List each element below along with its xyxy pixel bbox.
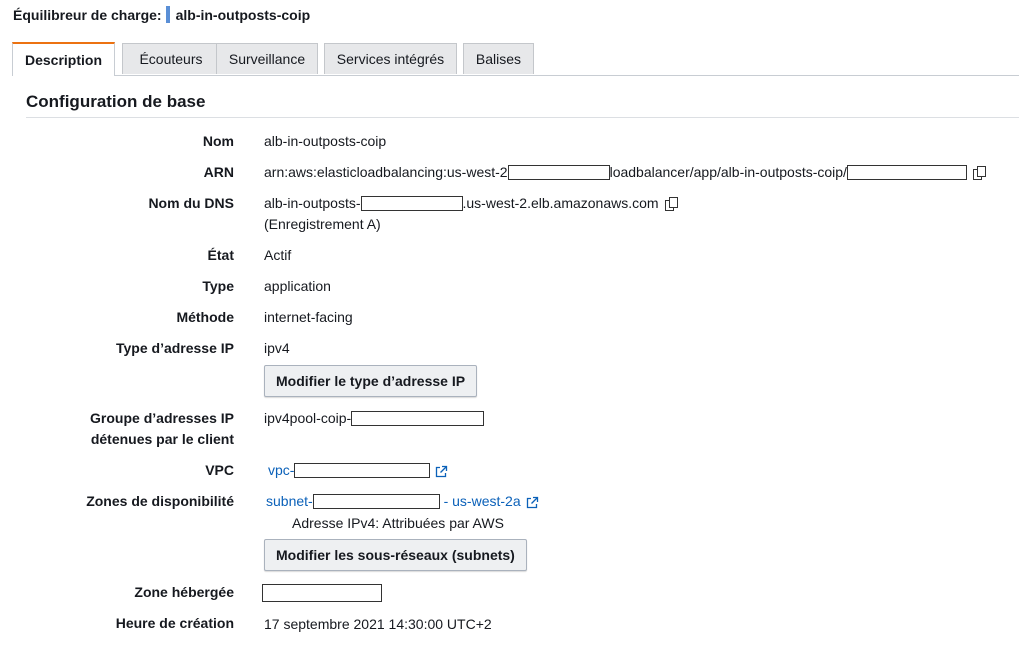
redacted-account-id bbox=[508, 165, 610, 180]
label-coip-line2: détenues par le client bbox=[90, 431, 234, 447]
header-label: Équilibreur de charge: bbox=[13, 6, 162, 23]
label-created: Heure de création bbox=[115, 615, 234, 631]
label-dns: Nom du DNS bbox=[148, 195, 234, 211]
dns-prefix: alb-in-outposts- bbox=[264, 195, 361, 211]
value-created: 17 septembre 2021 14:30:00 UTC+2 bbox=[264, 616, 492, 632]
redacted-coip-id bbox=[351, 411, 484, 426]
value-dns bbox=[264, 193, 680, 214]
label-methode: Méthode bbox=[176, 309, 234, 325]
label-ip-type: Type d’adresse IP bbox=[115, 340, 234, 356]
copy-icon[interactable] bbox=[664, 196, 680, 212]
external-link-icon[interactable] bbox=[525, 495, 539, 509]
tab-ecouteurs[interactable]: Écouteurs bbox=[122, 43, 220, 74]
tab-services-integres[interactable]: Services intégrés bbox=[324, 43, 457, 74]
label-vpc: VPC bbox=[205, 462, 234, 478]
load-balancer-name: alb-in-outposts-coip bbox=[175, 6, 311, 23]
redacted-subnet-id bbox=[313, 494, 440, 509]
value-ip-type: ipv4 bbox=[264, 340, 290, 356]
coip-prefix: ipv4pool-coip- bbox=[264, 410, 352, 426]
value-vpc bbox=[268, 460, 448, 481]
redacted-lb-id bbox=[847, 165, 967, 180]
section-divider bbox=[26, 117, 1019, 118]
label-arn: ARN bbox=[203, 164, 234, 180]
subnet-link[interactable]: subnet- bbox=[266, 493, 313, 509]
tab-bar bbox=[12, 42, 1019, 76]
redacted-vpc-id bbox=[294, 463, 430, 478]
label-coip-line1: Groupe d’adresses IP bbox=[90, 410, 234, 426]
label-zones: Zones de disponibilité bbox=[86, 493, 234, 509]
subnet-zone[interactable]: - us-west-2a bbox=[439, 493, 521, 509]
redacted-hosted-zone bbox=[262, 584, 382, 602]
arn-middle: loadbalancer/app/alb-in-outposts-coip/ bbox=[609, 164, 847, 180]
section-title: Configuration de base bbox=[26, 92, 206, 111]
tab-description[interactable]: Description bbox=[12, 42, 115, 76]
dns-suffix: .us-west-2.elb.amazonaws.com bbox=[462, 195, 659, 211]
ipv4-assignment-note: Adresse IPv4: Attribuées par AWS bbox=[292, 515, 504, 531]
page-header bbox=[13, 6, 310, 23]
header-marker bbox=[166, 6, 170, 23]
value-type: application bbox=[264, 278, 331, 294]
value-hosted-zone bbox=[262, 584, 382, 602]
tab-balises[interactable]: Balises bbox=[463, 43, 534, 74]
value-zones bbox=[266, 491, 539, 512]
value-coip bbox=[264, 408, 484, 429]
modify-subnets-button[interactable]: Modifier les sous-réseaux (subnets) bbox=[264, 539, 527, 571]
external-link-icon[interactable] bbox=[434, 464, 448, 478]
label-hosted-zone: Zone hébergée bbox=[134, 584, 234, 600]
copy-icon[interactable] bbox=[972, 165, 988, 181]
label-type: Type bbox=[202, 278, 234, 294]
value-arn bbox=[264, 162, 988, 183]
tab-surveillance[interactable]: Surveillance bbox=[216, 43, 318, 74]
vpc-link[interactable]: vpc- bbox=[268, 462, 295, 478]
label-nom: Nom bbox=[202, 133, 234, 149]
value-methode: internet-facing bbox=[264, 309, 353, 325]
label-etat: État bbox=[207, 247, 234, 263]
arn-prefix: arn:aws:elasticloadbalancing:us-west-2 bbox=[264, 164, 508, 180]
modify-ip-type-button[interactable]: Modifier le type d’adresse IP bbox=[264, 365, 477, 397]
value-nom: alb-in-outposts-coip bbox=[264, 133, 387, 149]
redacted-dns-id bbox=[361, 196, 463, 211]
dns-record-type: (Enregistrement A) bbox=[264, 216, 381, 232]
value-etat: Actif bbox=[264, 247, 292, 263]
